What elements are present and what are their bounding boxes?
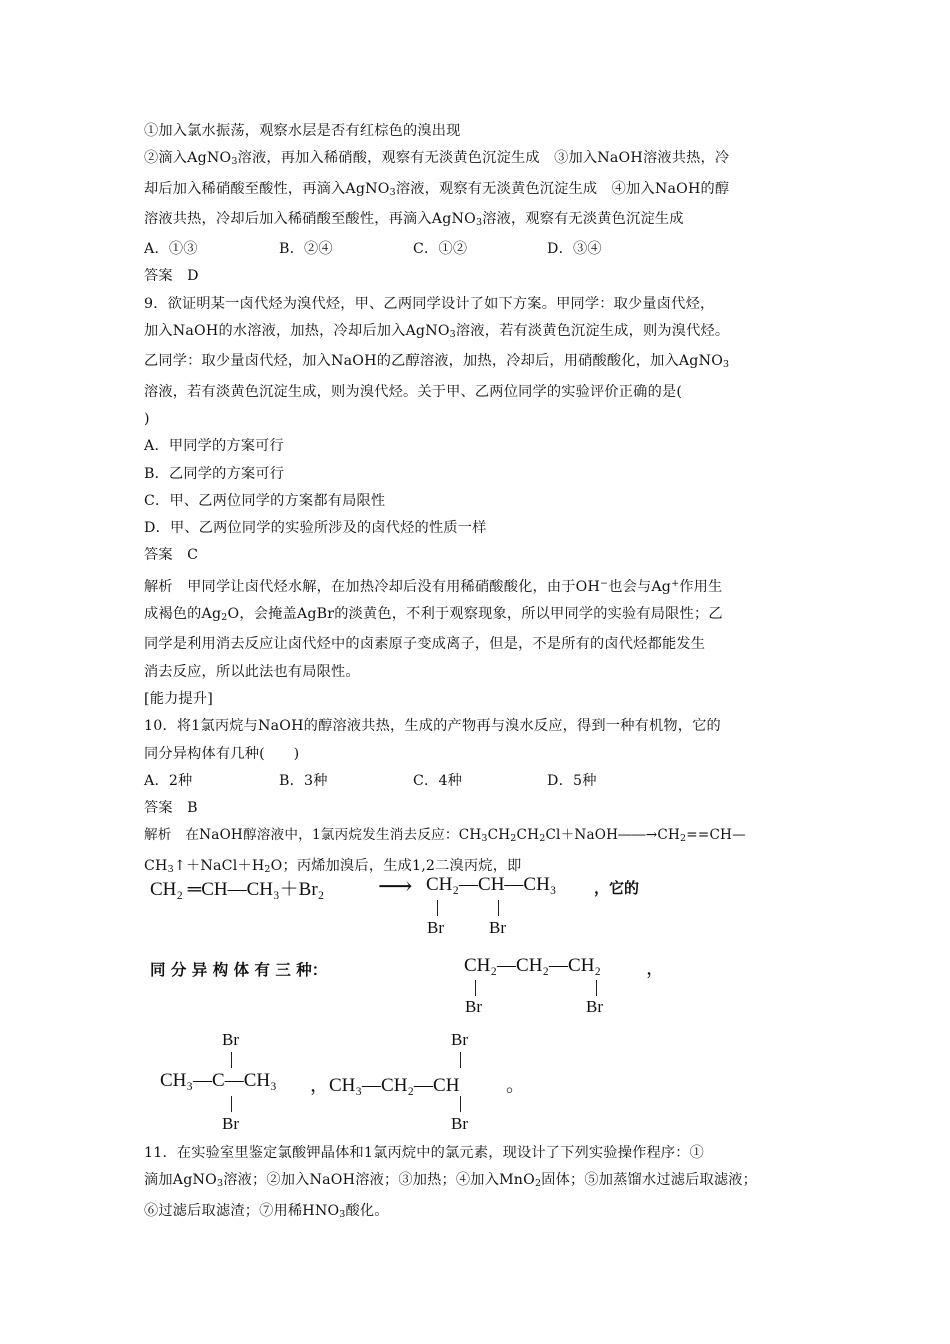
q9-choice-a: A．甲同学的方案可行 — [144, 438, 284, 455]
isomer-3: ，CH₃—CH₂—CH — [310, 1075, 460, 1096]
q10-explanation-1: 解析 在NaOH醇溶液中，1氯丙烷发生消去反应：$CH_3CH_2CH_2Cl+NaOH――\to CH_2==CH—$ — [144, 827, 746, 845]
q9-stem-5: ) — [144, 410, 150, 427]
q11-stem: 11．在实验室里鉴定氯酸钾晶体和1氯丙烷中的氯元素，现设计了下列实验操作程序：① — [144, 1145, 705, 1161]
isomer-1: CH₂—CH₂—CH₂ — [464, 955, 602, 976]
q9-explanation-3: 同学是利用消去反应让卤代烃中的卤素原子变成离子，但是，不是所有的卤代烃都能发生 — [144, 636, 706, 653]
line-option-3-4: 却后加入稀硝酸至酸性，再滴入AgNO$_3$溶液，观察有无淡黄色沉淀生成 ④加入NaOH的醇 — [144, 180, 730, 198]
reactants: CH₂ ═CH—CH₃＋Br₂ — [150, 879, 325, 900]
q9-choice-d: D．甲、乙两位同学的实验所涉及的卤代烃的性质一样 — [144, 520, 487, 537]
q10-answer: 答案 B — [144, 800, 198, 817]
line-option-1: ①加入氯水振荡，观察水层是否有红棕色的溴出现 — [144, 123, 461, 139]
section-heading: [能力提升] — [144, 690, 214, 707]
period: 。 — [506, 1075, 526, 1096]
br-label: Br — [489, 918, 506, 937]
q9-stem: 9．欲证明某一卤代烃为溴代烃，甲、乙两同学设计了如下方案。甲同学：取少量卤代烃， — [144, 295, 715, 312]
q8-answer: 答案 D — [144, 268, 199, 285]
isomer-2: CH₃—C—CH₃ — [160, 1070, 277, 1091]
br-label: Br — [427, 918, 444, 937]
q9-explanation-1: 解析 甲同学让卤代烃水解，在加热冷却后没有用稀硝酸酸化，由于OH−也会与Ag+作用生 — [144, 577, 723, 595]
equation-tail: ，它的 — [594, 879, 640, 897]
q9-choice-b: B．乙同学的方案可行 — [144, 465, 285, 482]
br-label: Br — [222, 1030, 239, 1049]
product: CH₂—CH—CH₃ — [426, 874, 557, 895]
reaction-arrow: ⟶ — [378, 874, 413, 900]
br-label: Br — [465, 997, 482, 1016]
reaction-equation — [150, 874, 830, 944]
q9-stem-3: 乙同学：取少量卤代烃，加入NaOH的乙醇溶液，加热，冷却后，用硝酸酸化，加入AgNO$_3$ — [144, 353, 730, 371]
q9-answer: 答案 C — [144, 547, 199, 564]
comma: ， — [646, 958, 666, 979]
isomer-line-1 — [150, 955, 830, 1025]
q10-choices: A．2种 B．3种 C．4种 D．5种 — [144, 772, 597, 789]
isomer-intro: 同 分 异 构 体 有 三 种： — [150, 961, 328, 979]
q9-stem-4: 溶液，若有淡黄色沉淀生成，则为溴代烃。关于甲、乙两位同学的实验评价正确的是( — [144, 383, 683, 400]
q9-choice-c: C．甲、乙两位同学的方案都有局限性 — [144, 492, 386, 509]
document-page — [144, 118, 824, 883]
br-label: Br — [222, 1114, 239, 1133]
q10-explanation-2: $CH_3↑+NaCl+H_2O$；丙烯加溴后，生成1,2二溴丙烷，即 — [144, 857, 522, 875]
q9-explanation-4: 消去反应，所以此法也有局限性。 — [144, 663, 360, 680]
q9-stem-2: 加入NaOH的水溶液，加热，冷却后加入AgNO$_3$溶液，若有淡黄色沉淀生成，则为溴代烃。 — [144, 323, 730, 341]
line-option-4-cont: 溶液共热，冷却后加入稀硝酸至酸性，再滴入AgNO$_3$溶液，观察有无淡黄色沉淀生成 — [144, 210, 684, 228]
q11-stem-2: 滴加AgNO$_3$溶液；②加入NaOH溶液；③加热；④加入MnO$_2$固体；⑤加蒸馏水过滤后取滤液； — [144, 1172, 758, 1190]
q8-choices: A．①③ B．②④ C．①② D．③④ — [144, 241, 602, 258]
br-label: Br — [451, 1114, 468, 1133]
q11-stem-3: ⑥过滤后取滤渣；⑦用稀$HNO_3$酸化。 — [144, 1202, 389, 1220]
br-label: Br — [451, 1030, 468, 1049]
q9-explanation-2: 成褐色的$Ag_2O$，会掩盖AgBr的淡黄色，不利于观察现象，所以甲同学的实验有局限性；乙 — [144, 606, 723, 624]
q11-block — [144, 1140, 824, 1228]
line-option-2-3: ②滴入AgNO$_3$溶液，再加入稀硝酸，观察有无淡黄色沉淀生成 ③加入NaOH溶液共热，冷 — [144, 150, 730, 168]
q10-stem: 10．将1氯丙烷与NaOH的醇溶液共热，生成的产物再与溴水反应，得到一种有机物，它的 — [144, 718, 721, 735]
q10-stem-2: 同分异构体有几种( ) — [144, 745, 300, 762]
br-label: Br — [586, 997, 603, 1016]
isomer-line-2 — [160, 1030, 820, 1140]
